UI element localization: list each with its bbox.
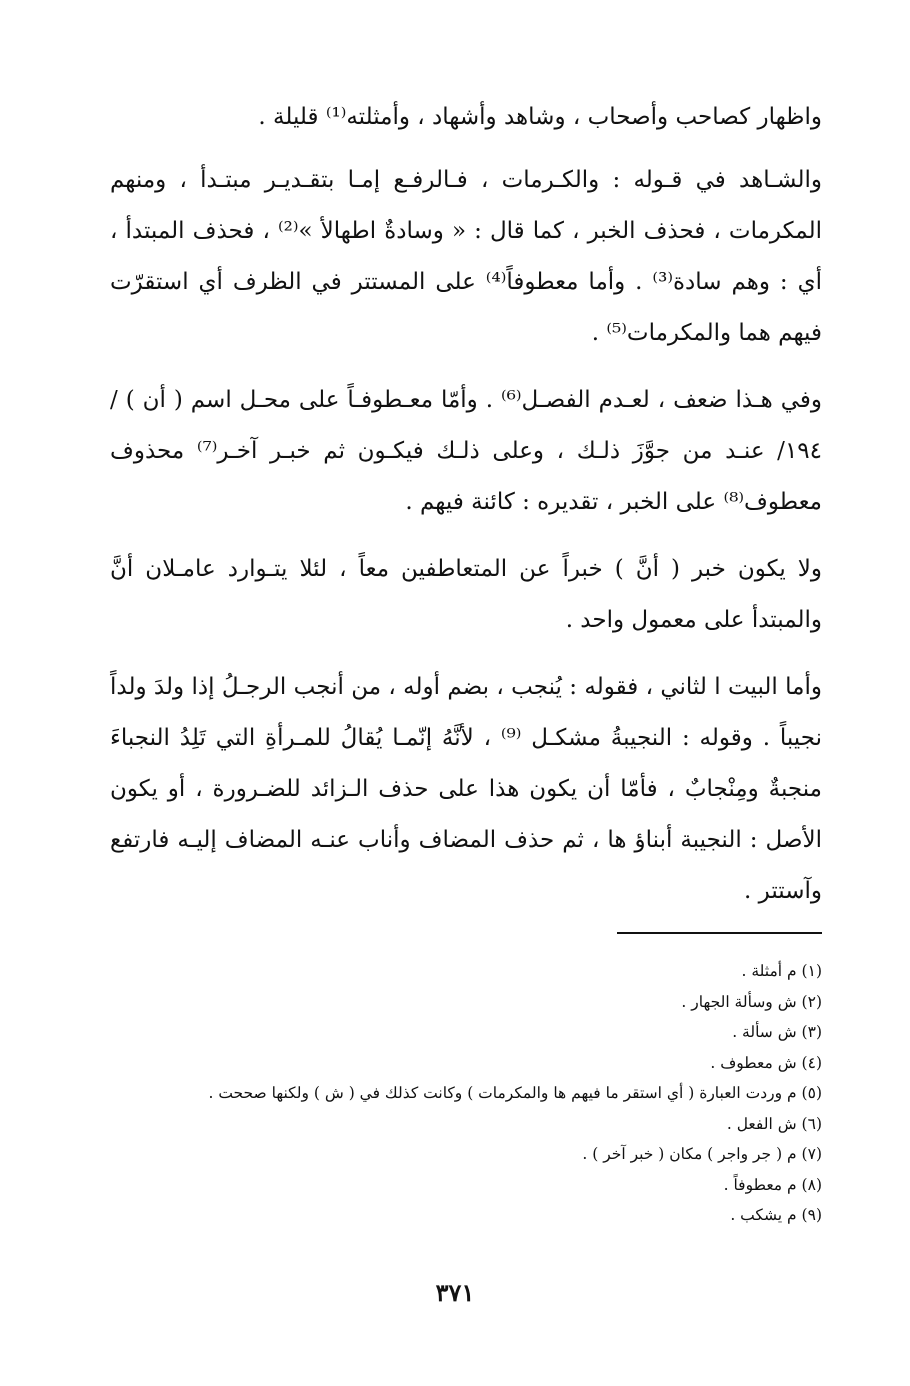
footnote-item: (٦) ش الفعل . (726, 1114, 822, 1133)
footnote-item: (٤) ش معطوف . (710, 1053, 822, 1072)
footnote-item: (٧) م ( جر واجر ) مكان ( خبر آخر ) . (582, 1145, 822, 1163)
footnote-item: (٨) م معطوفاً . (723, 1175, 822, 1194)
main-text (110, 92, 822, 917)
paragraph-4: ولا يكون خبر ( أنَّ ) خبراً عن المتعاطفين معاً ، لئلا يتـوارد عامـلان أنَّ والمبتدأ على معمول واحد . (110, 556, 822, 633)
paragraph-5: وأما البيت ا لثاني ، فقوله : يُنجب ، بضم أوله ، من أنجب الرجـلُ إذا ولدَ ولداً نجيباً . وقوله : النجيبةُ مشكـل ⁽⁹⁾ ، لأنَّهُ إنّمـا يُقالُ للمـرأةِ التي تَلِدُ النجباءَ منجبةٌ ومِنْجابٌ ، فأمّا أن يكون هذا على حذف الـزائد للضـرورة ، أو يكون الأصل : النجيبة أبناؤ ها ، ثم حذف المضاف وأناب عنـه المضاف إليـه فارتفع وآستتر . (110, 674, 822, 904)
footnote-item: (٥) م وردت العبارة ( أي استقر ما فيهم ها والمكرمات ) وكانت كذلك في ( ش ) ولكنها صححت . (208, 1084, 822, 1102)
paragraph-1: واظهار كصاحب وأصحاب ، وشاهد وأشهاد ، وأمثلته⁽¹⁾ قليلة . (258, 104, 822, 130)
footnote-separator (617, 932, 822, 934)
page-number: ٣٧١ (435, 1278, 475, 1307)
footnote-item: (١) م أمثلة . (741, 962, 822, 980)
footnote-item: (٢) ش وسألة الجهار . (681, 992, 822, 1011)
footnote-item: (٩) م يشكب . (730, 1206, 822, 1224)
paragraph-3: وفي هـذا ضعف ، لعـدم الفصـل⁽⁶⁾ . وأمّا معـطوفـاً على محـل اسم ( أن ) /١٩٤/ عنـد من جوَّزَ ذلـك ، وعلى ذلـك فيكـون ثم خبـر آخـر⁽⁷⁾ محذوف معطوف⁽⁸⁾ على الخبر ، تقديره : كائنة فيهم . (110, 387, 822, 515)
footnote-item: (٣) ش سألة . (732, 1023, 822, 1041)
paragraph-2: والشـاهد في قـوله : والكـرمات ، فـالرفـع إمـا بتقـديـر مبتـدأ ، ومنهم المكرمات ، فحذف الخبر ، كما قال : « وسادةٌ اطهالأ »⁽²⁾ ، فحذف المبتدأ ، أي : وهم سادة⁽³⁾ . وأما معطوفاً⁽⁴⁾ على المستتر في الظرف أي استقرّت فيهم هما والمكرمات⁽⁵⁾ . (110, 167, 822, 346)
footnotes-list (92, 956, 822, 1231)
